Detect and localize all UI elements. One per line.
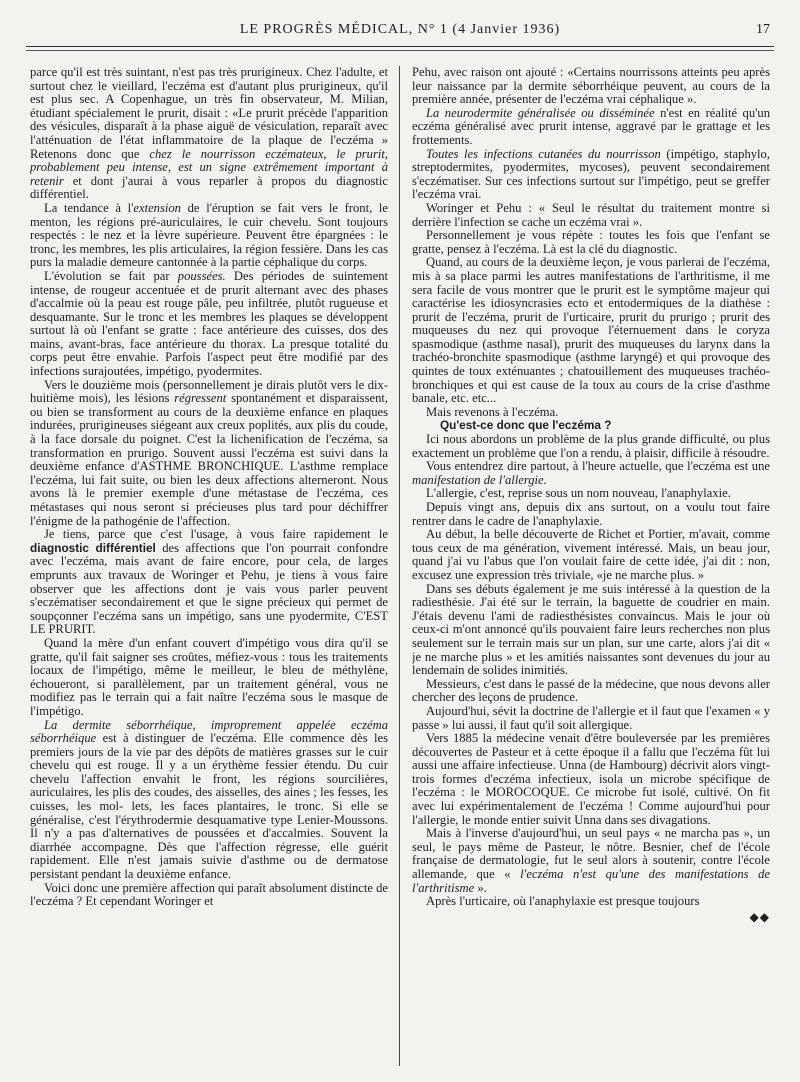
paragraph [30,719,388,882]
paragraph-text: Personnellement je vous répète : toutes les fois que l'enfant se gratte, pensez à l'eczéma. Là est la clé du diagnostic. [412,228,770,256]
paragraph [412,528,770,582]
paragraph-text: Vers le douzième mois (personnellement je dirais plutôt vers le dix-huitième mois), les lésions [30,377,388,406]
paragraph [412,256,770,406]
right-column [412,66,770,1070]
paragraph [412,202,770,229]
italic-text: l'eczéma n'est qu'une des manifestations de l'arthritisme [412,867,770,895]
paragraph-text: Au début, la belle découverte de Richet et Portier, m'avait, comme tous ceux de ma génération, vivement intéressé. Mais, un beau jour, quand j'ai vu l'abus que l'on voulait faire de cette idée, j'ai dit : non, excusez une expression très triviale, «je ne marche plus. » [412,527,770,582]
paragraph-text: est à distinguer de l'eczéma. Elle commence dès les premiers jours de la vie par des dépôts de matières grasses sur le cuir chevelu qui est rouge. Il y a un érythème fessier étendu. Du cuir chevelu l'affection envahit le front, les régions sourcilières, auriculaires, les plis des coudes, des aisselles, des aines ; les fesses, les cuisses, les mol- lets, les faces plantaires, le tronc. Si elle se généralise, c'est l'érythrodermie desquamative type Lenier-Moussons. Il n'y a pas d'alternatives de poussées et d'accalmies. Souvent la diarrhée accompagne. Dès que l'affection régresse, elle guérit rapidement. Elle n'est jamais suivie d'asthme ou de dermatose persistant pendant la deuxième enfance. [30,731,388,882]
paragraph-text: ». [474,880,487,895]
paragraph [412,460,770,487]
paragraph [412,732,770,827]
paragraph [30,379,388,529]
paragraph [412,705,770,732]
paragraph-text: Messieurs, c'est dans le passé de la médecine, que nous devons aller chercher des leçons de prudence. [412,676,770,705]
left-column [30,66,388,1070]
italic-text: Toutes les infections cutanées du nourrisson [426,146,661,161]
paragraph [412,895,770,909]
italic-text: La dermite séborrhéique, improprement appelée eczéma séborrhéique [30,717,388,746]
paragraph-text: parce qu'il est très suintant, n'est pas très prurigineux. Chez l'adulte, et surtout chez le vieillard, l'eczéma est d'autant plus prurigineux, qu'il est plus sec. A Copenhague, un très fin observateur, M. Milian, étudiant spécialement le prurit, disait : «Le prurit précède l'apparition des vésicules, disparaît à la phase aiguë de vésiculation, reparaît avec l'atténuation de l'état inflammatoire de la plaque de l'eczéma » Retenons donc que [30,66,388,161]
paragraph [412,406,770,420]
paragraph [412,487,770,501]
paragraph [412,66,770,107]
paragraph-text: Depuis vingt ans, depuis dix ans surtout, on a voulu tout faire rentrer dans le cadre de l'anaphylaxie. [412,500,770,528]
paragraph-text: Ici nous abordons un problème de la plus grande difficulté, ou plus exactement un problème que l'on a rendu, à plaisir, difficile à résoudre. [412,432,770,460]
paragraph [412,148,770,202]
paragraph-text: Vers 1885 la médecine venait d'être bouleversée par les premières découvertes de Pasteur et à cette époque il a fallu que l'eczéma fût lui aussi une affaire infectieuse. Unna (de Hambourg) décrivit alors vingt-trois formes d'eczéma infectieux, isola un microbe spécifique de l'eczéma : le MOROCOQUE. Ce microbe fut isolé, cultivé. On fit avec lui expérimentalement de l'eczéma ! Comme aujourd'hui pour l'allergie, le monde entier suivit Unna dans ses divagations. [412,731,770,827]
paragraph-text: Aujourd'hui, sévit la doctrine de l'allergie et il faut que l'examen « y passe » lui aussi, il faut qu'il soit allergique. [412,703,770,732]
paragraph [30,66,388,202]
paragraph-text: spontanément et disparaissent, ou bien se transforment au cours de la deuxième enfance en plaques indurées, prurigineuses siégeant aux creux poplités, aux plis du coude, à la face dorsale du poignet. C'est la lichenification de l'eczéma, sa transformation en prurigo. Souvent aussi l'eczéma est suivi dans la deuxième enfance d'ASTHME BRONCHIQUE. L'asthme remplace l'eczéma, lui fait suite, ou bien les deux affections alterneront. Nous avons là le premier exemple d'une métastase de l'eczéma, ces métastases qui nous seront si précieuses plus tard pour déchiffrer l'énigme de la pathogénie de l'affection. [30,391,388,528]
journal-title: LE PROGRÈS MÉDICAL, N° 1 (4 Janvier 1936) [239,22,561,37]
italic-text: extension [133,200,181,215]
paragraph-text: Mais à l'inverse d'aujourd'hui, un seul pays « ne marcha pas », un seul, le pays même de Pasteur, le nôtre. Besnier, chef de l'école française de dermatologie, fut le seul alors à soutenir, contre l'école allemande, que « [412,826,770,882]
paragraph [412,678,770,705]
paragraph-text: n'est en réalité qu'un eczéma généralisé avec prurit intense, aggravé par le grattage et les frottements. [412,105,770,147]
header-rule [26,46,774,47]
header-rule-thin [26,50,774,51]
page-number: 17 [756,22,770,37]
paragraph-text: Quand la mère d'un enfant couvert d'impétigo vous dira qu'il se gratte, qu'il fait saigner ses croûtes, méfiez-vous : tous les traitements locaux de l'impétigo, même le meilleur, le bleu de méthylène, échoueront, si parallèlement, par un traitement général, vous ne modifiez pas le terrain qui a fait naître l'eczéma sous le masque de l'impétigo. [30,635,388,718]
paragraph [30,882,388,909]
italic-text: régressent [174,391,227,406]
paragraph [30,637,388,719]
paragraph [30,202,388,270]
paragraph [412,583,770,678]
paragraph-text: Dans ses débuts également je me suis intéressé à la question de la radiesthésie. J'ai été sur le terrain, la baguette de coudrier en main. J'étais devenu l'ami de radiesthésistes convaincus. Mais le jour où ceux-ci m'ont annoncé qu'ils pouvaient faire leurs recherches non plus seulement sur le terrain mais sur un plan, sur une carte, alors j'ai dit « je ne marche plus » et les amitiés naissantes sont devenues du jour au lendemain de solides inimitiés. [412,581,770,678]
paragraph-text: Mais revenons à l'eczéma. [426,404,559,419]
paragraph-text: Pehu, avec raison ont ajouté : «Certains nourrissons atteints peu après leur naissance par la dermite séborrhéique peuvent, au cours de la première année, présenter de l'eczéma vrai céphalique ». [412,66,770,107]
running-header [26,20,774,42]
paragraph-text: Des périodes de suintement intense, de rougeur accentuée et de prurit alternant avec des phases d'accalmie où la peau est rouge pâle, peu infiltrée, plutôt rugueuse et desquamante. Sur le tronc et les membres les plaques se développent surtout là où l'enfant se gratte : face antérieure des cuisses, dos des mains, avant-bras, face antérieure du thorax. La presque totalité du corps peut être envahie. Parfois l'aspect peut être modifié par des infections surajoutées, impétigo, pyodermites. [30,268,388,379]
paragraph-text: L'évolution se fait par [44,268,178,283]
paragraph [412,501,770,528]
paragraph [412,107,770,148]
paragraph-text: Voici donc une première affection qui paraît absolument distincte de l'eczéma ? Et cependant Woringer et [30,880,388,909]
italic-text: chez le nourrisson eczémateux, le prurit, probablement peu intense, est un signe extrêmement important à retenir [30,146,388,188]
paragraph [412,827,770,895]
italic-text: manifestation de l'allergie. [412,472,547,487]
paragraph-text: La tendance à l' [44,200,134,215]
paragraph [30,528,388,637]
paragraph-text: L'allergie, c'est, reprise sous un nom nouveau, l'anaphylaxie. [426,486,731,501]
column-divider [399,66,400,1066]
italic-text: poussées. [177,268,226,283]
paragraph-text: des affections que l'on pourrait confondre avec l'eczéma, mais avant de faire encore, pour cela, de larges emprunts aux travaux de Woringer et Pehu, je tiens à vous faire observer que les affections dont je vais vous parler peuvent s'eczématiser secondairement et que le signe précieux qui permet de soupçonner l'eczéma sans un impétigo, sans une pyodermite, C'EST LE PRURIT. [30,540,388,637]
paragraph [412,229,770,256]
paragraph-text: Vous entendrez dire partout, à l'heure actuelle, que l'eczéma est une [426,459,770,474]
section-heading: Qu'est-ce donc que l'eczéma ? [440,418,612,433]
paragraph-text: Woringer et Pehu : « Seul le résultat du traitement montre si derrière l'infection se cache un eczéma vrai ». [412,200,770,229]
paragraph-text: (impétigo, staphylo, streptodermites, pyodermites, mycoses), peuvent secondairement s'eczématiser. Sur ces infections surtout sur l'impétigo, peut se greffer l'eczéma vrai. [412,146,770,202]
paragraph-text: Quand, au cours de la deuxième leçon, je vous parlerai de l'eczéma, mis à sa place parmi les autres manifestations de l'arthritisme, il me sera facile de vous montrer que le prurit est le symptôme majeur qui caractérise les idiosyncrasies ecto et entodermiques de la diathèse : prurit de l'eczéma, prurit de l'urticaire, prurit du prurigo ; prurit des muqueuses du nez qui provoque l'éternuement dans le coryza spasmodique (asthme nasal), prurit des muqueuses du larynx dans la trachéo-bronchite spasmodique (asthme laryngé) et qui provoque des quintes de toux exténuantes ; chatouillement des muqueuses trachéo-bronchiques et qui est cause de la toux au cours de la crise d'asthme banale, etc. etc... [412,255,770,406]
paragraph [30,270,388,379]
bold-text: diagnostic différentiel [30,540,156,555]
paragraph-text: et dont j'aurai à vous reparler à propos du diagnostic différentiel. [30,173,388,202]
italic-text: La neurodermite généralisée ou disséminée [426,105,655,120]
paragraph-text: de l'éruption se fait vers le front, le menton, les régions pré-auriculaires, le cuir chevelu. Sont toujours respectés : le nez et la lèvre supérieure. Peuvent être épargnées : le tronc, les membres, les plis articulaires, la région fessière. Dans les cas purs la maladie demeure cantonnée à la partie céphalique du corps. [30,200,388,270]
end-ornament: ◆◆ [749,909,770,924]
paragraph-text: Après l'urticaire, où l'anaphylaxie est presque toujours [426,894,700,909]
paragraph-text: Je tiens, parce que c'est l'usage, à vous faire rapidement le [44,527,388,542]
paragraph [412,433,770,460]
